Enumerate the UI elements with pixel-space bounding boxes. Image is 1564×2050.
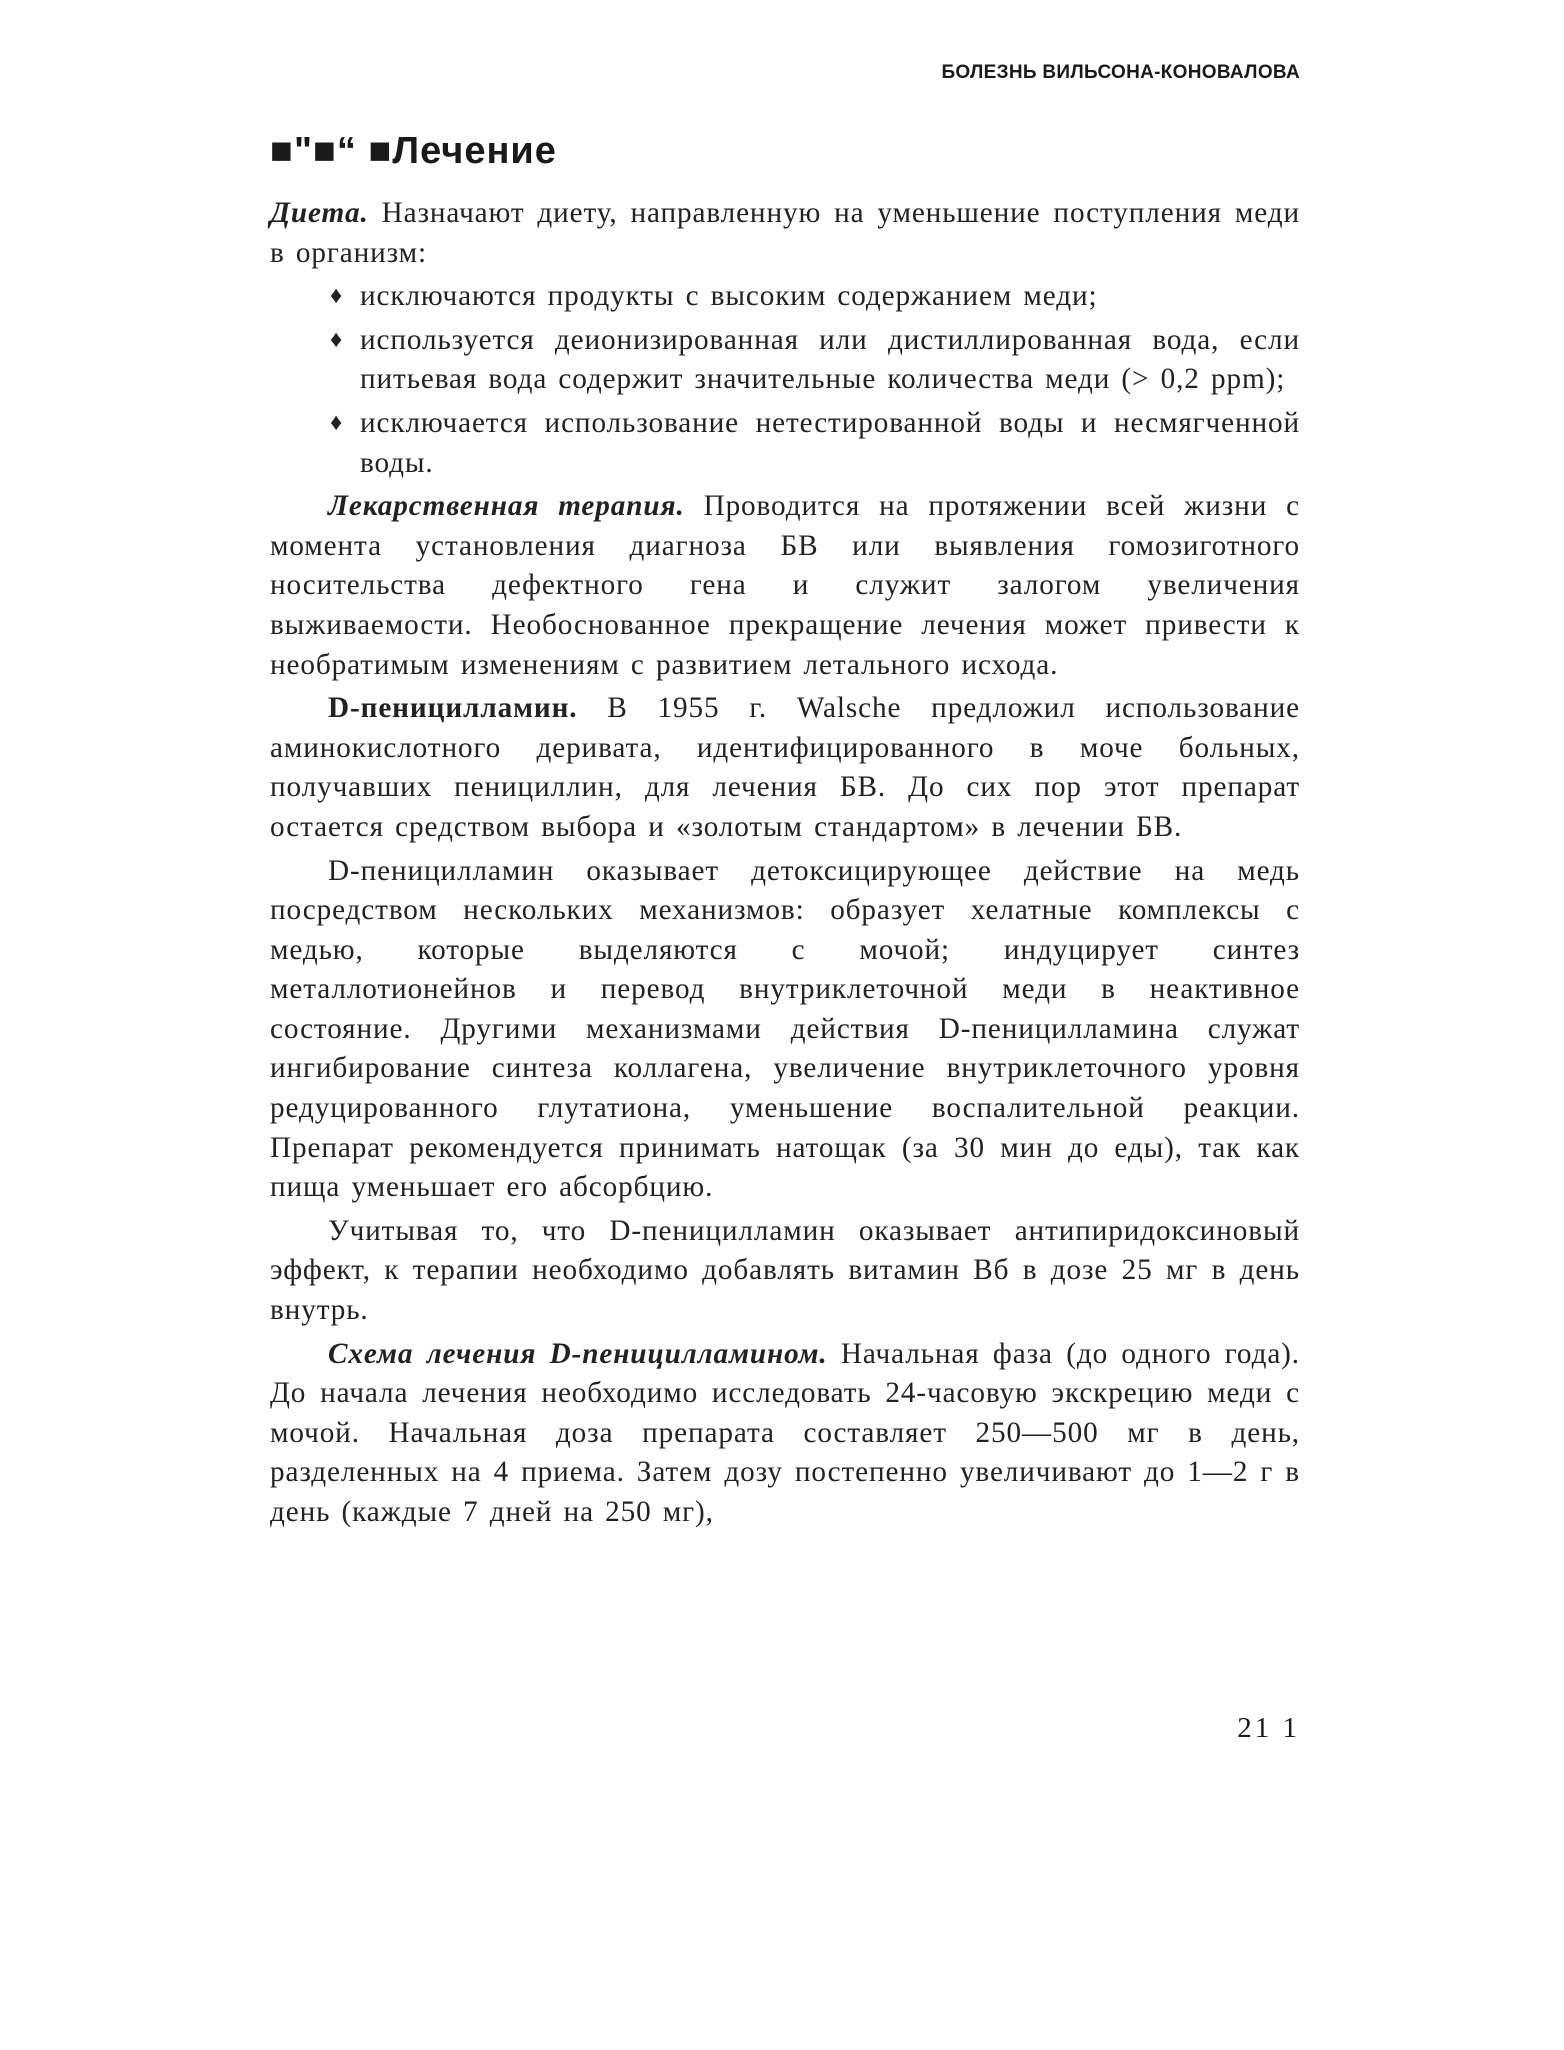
scheme-lead: Схема лечения D-пеницилламином.: [328, 1337, 828, 1370]
diet-text: Назначают диету, направленную на уменьшение поступления меди в организм:: [270, 197, 1300, 269]
diet-paragraph: [270, 194, 1300, 273]
running-head: БОЛЕЗНЬ ВИЛЬСОНА-КОНОВАЛОВА: [941, 62, 1300, 83]
drug-therapy-text: Проводится на протяжении всей жизни с момента установления диагноза БВ или выявления гомозиготного носительства дефектного гена и служит залогом увеличения выживаемости. Необоснованное прекращение лечения может привести к необратимым изменениям с развитием летального исхода.: [270, 490, 1300, 681]
body-text: [270, 194, 1300, 1537]
list-item: ♦ исключаются продукты с высоким содержанием меди;: [360, 277, 1300, 317]
diet-list: [270, 277, 1300, 483]
penicillamine-paragraph: [270, 689, 1300, 847]
drug-therapy-paragraph: [270, 487, 1300, 685]
penicillamine-lead: D-пеницилламин.: [328, 692, 578, 725]
mechanism-paragraph: D-пеницилламин оказывает детоксицирующее действие на медь посредством нескольких механизмов: образует хелатные комплексы с медью, которые выделяются с мочой; индуцирует синтез металлотионейнов и перевод внутриклеточной меди в неактивное состояние. Другими механизмами действия D-пеницилламина служат ингибирование синтеза коллагена, увеличение внутриклеточного уровня редуцированного глутатиона, уменьшение воспалительной реакции. Препарат рекомендуется принимать натощак (за 30 мин до еды), так как пища уменьшает его абсорбцию.: [270, 854, 1300, 1204]
section-heading: ■"■“ ■Лечение: [270, 130, 557, 172]
list-item: ♦ исключается использование нетестированной воды и несмягченной воды.: [360, 404, 1300, 483]
diet-lead: Диета.: [270, 197, 369, 229]
page-number: 21 1: [1237, 1712, 1300, 1744]
list-item: ♦ используется деионизированная или дистиллированная вода, если питьевая вода содержит значительные количества меди (> 0,2 ppm);: [360, 321, 1300, 400]
drug-therapy-lead: Лекарственная терапия.: [328, 490, 685, 523]
penicillamine-text: В 1955 г. Walsche предложил использование аминокислотного деривата, идентифицированного в моче больных, получавших пенициллин, для лечения БВ. До сих пор этот препарат остается средством выбора и «золотым стандартом» в лечении БВ.: [270, 692, 1300, 843]
scheme-paragraph: [270, 1335, 1300, 1533]
scheme-text: Начальная фаза (до одного года). До начала лечения необходимо исследовать 24-часовую экскрецию меди с мочой. Начальная доза препарата составляет 250—500 мг в день, разделенных на 4 приема. Затем дозу постепенно увеличивают до 1—2 г в день (каждые 7 дней на 250 мг),: [270, 1337, 1300, 1528]
vitamin-paragraph: Учитывая то, что D-пеницилламин оказывает антипиридоксиновый эффект, к терапии необходимо добавлять витамин Вб в дозе 25 мг в день внутрь.: [270, 1214, 1300, 1327]
